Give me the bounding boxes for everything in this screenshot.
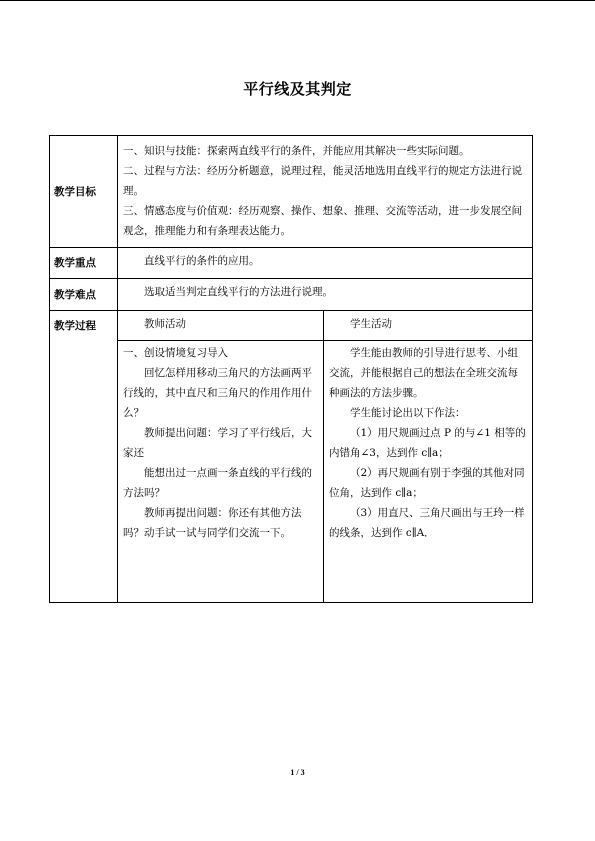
student-activity-content	[324, 341, 533, 603]
teacher-activity-header-cell	[118, 311, 324, 341]
student-para-1: 学生能由教师的引导进行思考、小组交流，并能根据自己的想法在全班交流每种画法的方法步骤。	[329, 347, 518, 399]
process-header-row	[50, 311, 533, 341]
goals-row	[50, 136, 533, 248]
difficulty-row	[50, 279, 533, 311]
student-activity-header-cell	[324, 311, 533, 341]
teacher-para-1: 一、创设情境复习导入	[123, 347, 228, 359]
student-para-3: （1）用尺规画过点 P 的与∠1 相等的内错角∠3，达到作 c∥a；	[329, 427, 526, 459]
student-para-2: 学生能讨论出以下作法：	[350, 407, 466, 419]
lesson-plan-table	[49, 135, 533, 603]
goals-label: 教学目标	[50, 136, 118, 248]
teacher-activity-content	[118, 341, 324, 603]
process-body-row	[50, 341, 533, 603]
difficulty-label: 教学难点	[50, 279, 118, 311]
goal-process: 二、过程与方法：经历分析题意，说理过程，能灵活地选用直线平行的规定方法进行说理。	[123, 165, 522, 197]
student-activity-header: 学生活动	[350, 318, 392, 330]
key-point-label: 教学重点	[50, 248, 118, 279]
process-label: 教学过程	[50, 311, 118, 603]
teacher-para-2: 回忆怎样用移动三角尺的方法画两平行线的，其中直尺和三角尺的作用作用什么？	[123, 367, 312, 419]
goal-knowledge: 一、知识与技能：探索两直线平行的条件，并能应用其解决一些实际问题。	[123, 145, 470, 157]
teacher-para-3: 教师提出问题：学习了平行线后，大家还	[123, 427, 312, 459]
difficulty-text: 选取适当判定直线平行的方法进行说理。	[144, 286, 333, 298]
key-point-text: 直线平行的条件的应用。	[144, 255, 260, 267]
document-title: 平行线及其判定	[243, 80, 352, 98]
student-para-5: （3）用直尺、三角尺画出与王玲一样的线条，达到作 c∥A．	[329, 507, 525, 539]
goals-content	[118, 136, 533, 248]
page-top-rule	[0, 0, 595, 1]
teacher-para-5: 教师再提出问题：你还有其他方法吗？动手试一试与同学们交流一下。	[123, 507, 302, 539]
teacher-activity-header: 教师活动	[144, 318, 186, 330]
key-point-content	[118, 248, 533, 279]
difficulty-content	[118, 279, 533, 311]
page-number: 1 / 3	[290, 768, 305, 777]
student-para-4: （2）再尺规画有别于李强的其他对同位角，达到作 c∥a；	[329, 467, 525, 499]
teacher-para-4: 能想出过一点画一条直线的平行线的方法吗？	[123, 467, 312, 499]
key-point-row	[50, 248, 533, 279]
goal-attitude: 三、情感态度与价值观：经历观察、操作、想象、推理、交流等活动，进一步发展空间观念，推理能力和有条理表达能力。	[123, 205, 522, 237]
